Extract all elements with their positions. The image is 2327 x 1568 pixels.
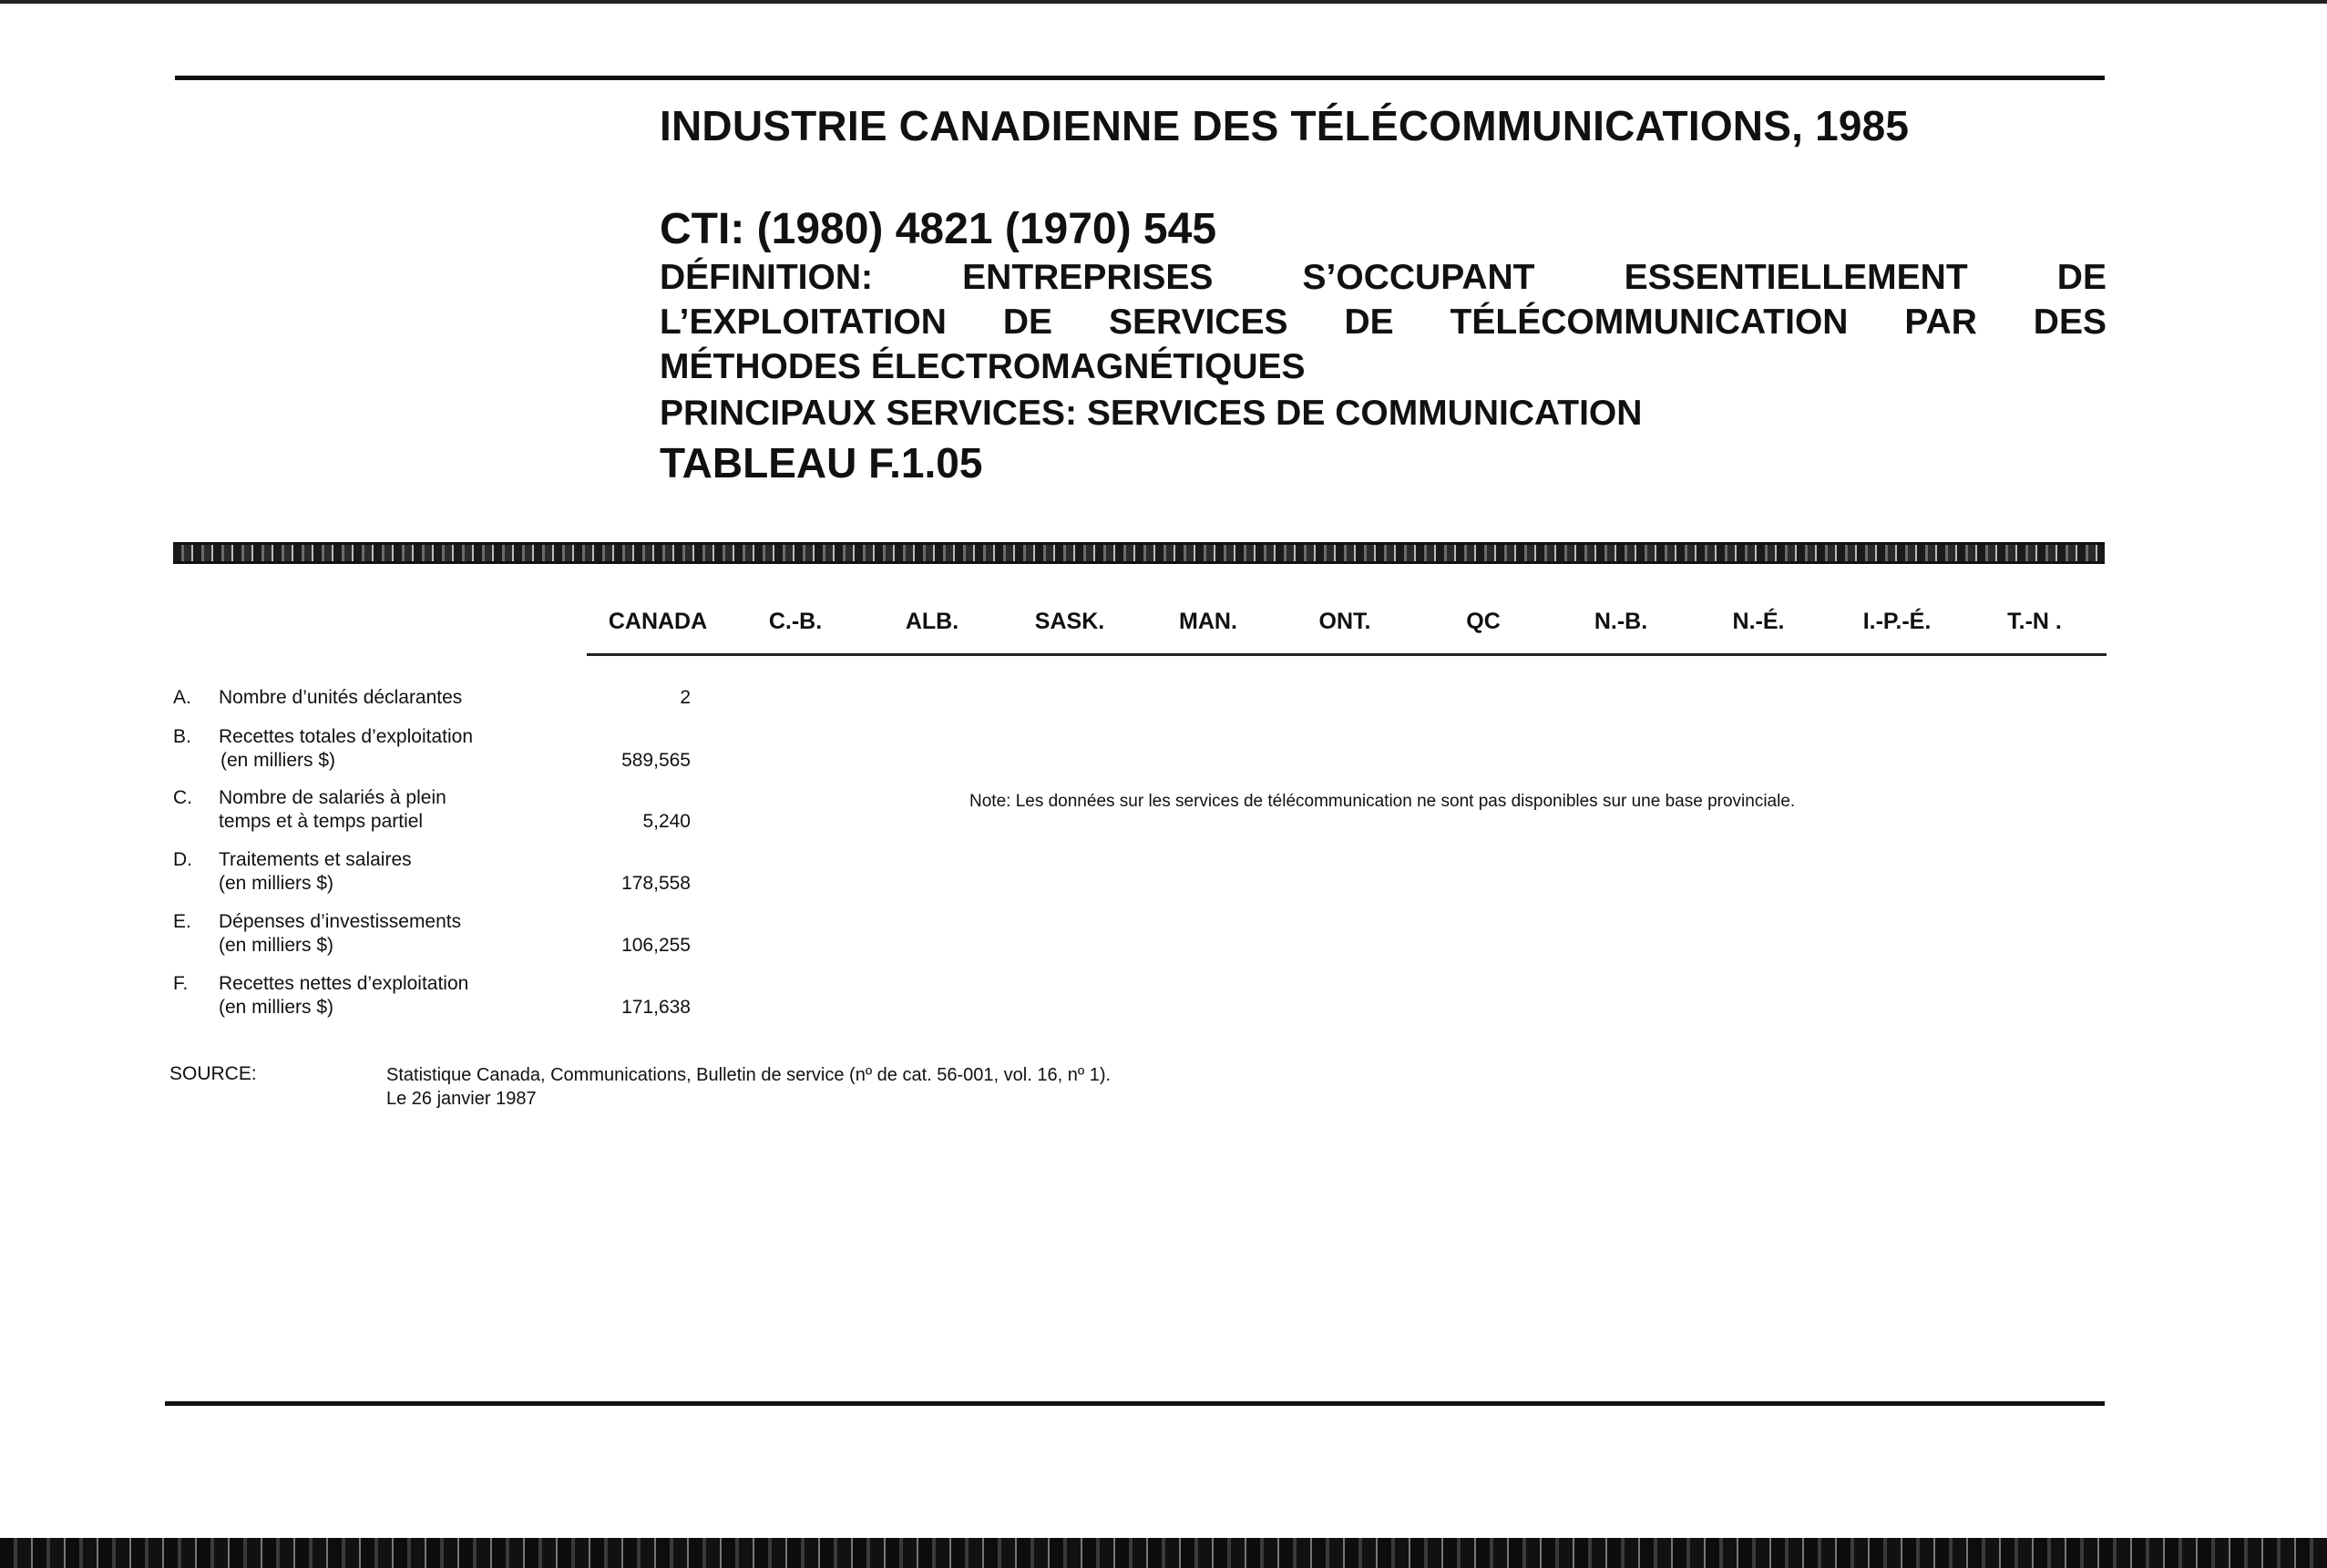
row-label [219, 848, 601, 896]
row-label-line-2: temps et à temps partiel [219, 811, 424, 832]
col-header-tn: T.-N . [2007, 609, 2062, 634]
col-header-canada: CANADA [608, 609, 708, 634]
source-label: SOURCE: [169, 1063, 257, 1084]
col-header-qc: QC [1466, 609, 1501, 634]
row-label-line-1: Recettes totales d’exploitation [219, 726, 473, 747]
document-header [660, 95, 2107, 487]
bottom-rule [165, 1401, 2105, 1406]
col-header-alb: ALB. [905, 609, 959, 634]
row-label-line-1: Recettes nettes d’exploitation [219, 973, 469, 994]
row-label-line-1: Dépenses d’investissements [219, 911, 462, 932]
table-banner [173, 542, 2105, 564]
row-label-line-1: Traitements et salaires [219, 849, 412, 870]
table-note: Note: Les données sur les services de télécommunication ne sont pas disponibles sur une base provinciale. [969, 792, 1796, 811]
row-value-canada: 2 [680, 687, 691, 708]
row-label-line-2: (en milliers $) [219, 935, 334, 956]
row-label [219, 910, 601, 958]
col-header-man: MAN. [1179, 609, 1237, 634]
row-label [219, 725, 601, 773]
definition [660, 255, 2107, 389]
row-value-canada: 589,565 [621, 750, 691, 771]
definition-line-3: MÉTHODES ÉLECTROMAGNÉTIQUES [660, 347, 1306, 386]
row-letter: A. [173, 687, 191, 708]
row-letter: F. [173, 973, 189, 994]
row-label [219, 786, 601, 834]
row-letter: D. [173, 849, 192, 870]
header-underline [587, 653, 2107, 656]
source-line-1: Statistique Canada, Communications, Bulletin de service (nº de cat. 56-001, vol. 16, nº 1). [386, 1065, 1112, 1085]
principal-services: PRINCIPAUX SERVICES: SERVICES DE COMMUNICATION [660, 394, 1643, 433]
row-label-line-1: Nombre d’unités déclarantes [219, 687, 463, 708]
col-header-sask: SASK. [1034, 609, 1105, 634]
row-value-canada: 178,558 [621, 873, 691, 894]
col-header-ipe: I.-P.-É. [1862, 609, 1932, 634]
row-letter: E. [173, 911, 191, 932]
col-header-ne: N.-É. [1732, 609, 1785, 634]
document-title: INDUSTRIE CANADIENNE DES TÉLÉCOMMUNICATIONS, 1985 [660, 102, 1910, 149]
row-value-canada: 106,255 [621, 935, 691, 956]
row-letter: C. [173, 787, 192, 808]
row-label [219, 972, 601, 1020]
col-header-nb: N.-B. [1594, 609, 1648, 634]
source-text [386, 1063, 1111, 1111]
row-value-canada: 171,638 [621, 997, 691, 1018]
cti-code: CTI: (1980) 4821 (1970) 545 [660, 205, 1217, 253]
row-label-line-2: (en milliers $) [219, 997, 334, 1018]
row-letter: B. [173, 726, 191, 747]
definition-line-2: L’EXPLOITATION DE SERVICES DE TÉLÉCOMMUNICATION PAR DES [660, 302, 2107, 342]
row-label-line-2: (en milliers $) [219, 873, 334, 894]
definition-line-1: DÉFINITION: ENTREPRISES S’OCCUPANT ESSENTIELLEMENT DE [660, 258, 2107, 297]
top-rule [175, 76, 2105, 80]
scan-bottom-band [0, 1538, 2327, 1568]
top-edge-line [0, 0, 2327, 4]
source-line-2: Le 26 janvier 1987 [386, 1089, 537, 1109]
row-value-canada: 5,240 [642, 811, 691, 832]
col-header-cb: C.-B. [768, 609, 823, 634]
row-label [219, 686, 601, 710]
row-label-line-2: (en milliers $) [220, 750, 336, 771]
table-id: TABLEAU F.1.05 [660, 439, 983, 487]
row-label-line-1: Nombre de salariés à plein [219, 787, 446, 808]
col-header-ont: ONT. [1318, 609, 1371, 634]
